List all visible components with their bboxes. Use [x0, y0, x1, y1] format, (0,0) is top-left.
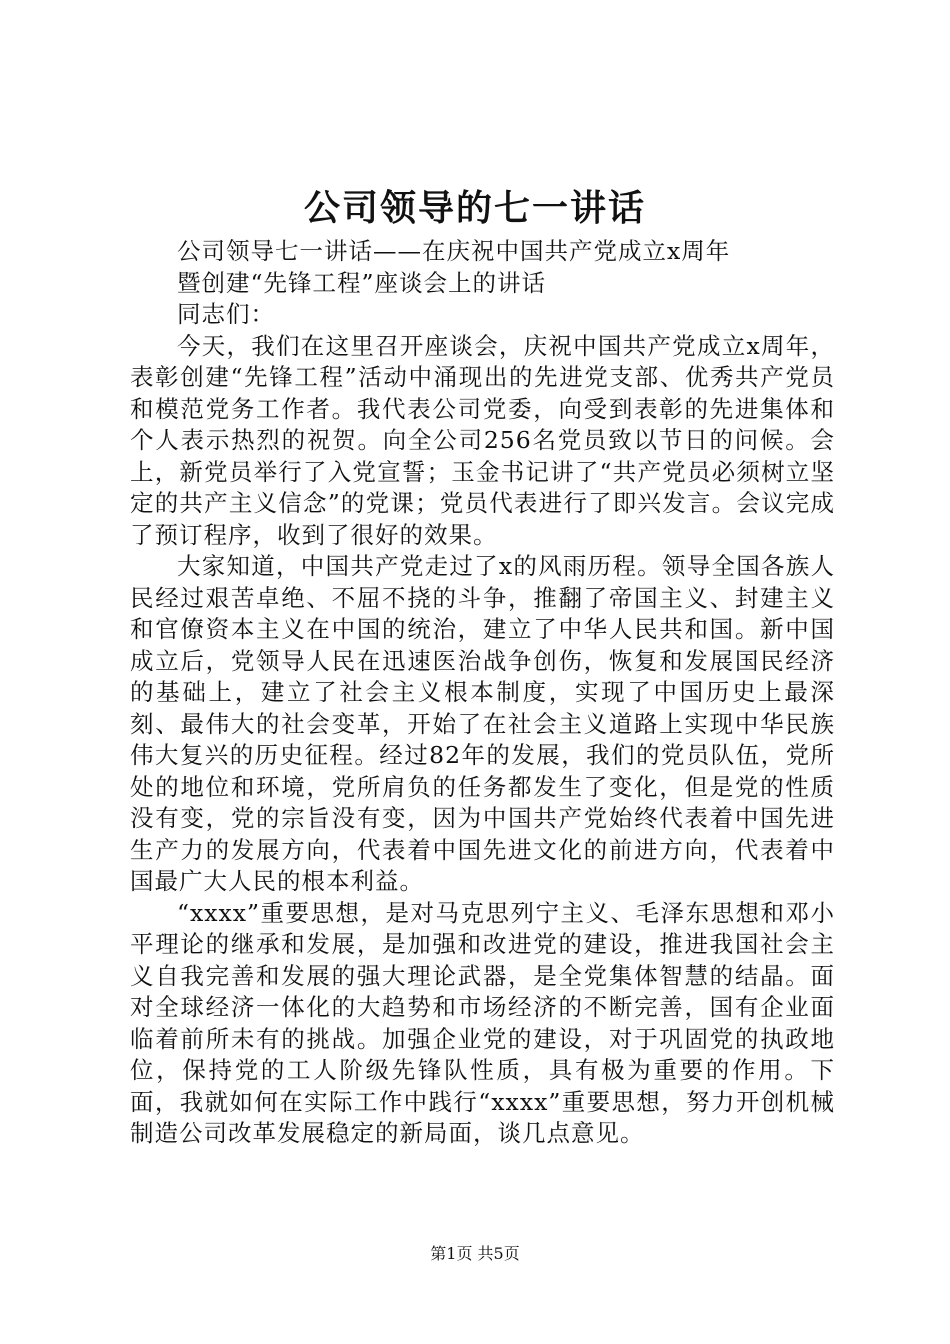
page-number-footer: 第1页 共5页	[430, 1244, 520, 1263]
subtitle-line-1: 公司领导七一讲话——在庆祝中国共产党成立x周年	[177, 237, 731, 265]
document-title: 公司领导的七一讲话	[303, 187, 646, 229]
paragraph: 大家知道，中国共产党走过了x的风雨历程。领导全国各族人民经过艰苦卓绝、不屈不挠的斗争，推翻了帝国主义、封建主义和官僚资本主义在中国的统治，建立了中华人民共和国。新中国成立后，党领导人民在迅速医治战争创伤，恢复和发展国民经济的基础上，建立了社会主义根本制度，实现了中国历史上最深刻、最伟大的社会变革，开始了在社会主义道路上实现中华民族伟大复兴的历史征程。经过82年的发展，我们的党员队伍，党所处的地位和环境，党所肩负的任务都发生了变化，但是党的性质没有变，党的宗旨没有变，因为中国共产党始终代表着中国先进生产力的发展方向，代表着中国先进文化的前进方向，代表着中国最广大人民的根本利益。	[130, 552, 835, 895]
paragraph: “xxxx”重要思想，是对马克思列宁主义、毛泽东思想和邓小平理论的继承和发展，是加强和改进党的建设，推进我国社会主义自我完善和发展的强大理论武器，是全党集体智慧的结晶。面对全球经济一体化的大趋势和市场经济的不断完善，国有企业面临着前所未有的挑战。加强企业党的建设，对于巩固党的执政地位，保持党的工人阶级先锋队性质，具有极为重要的作用。下面，我就如何在实际工作中践行“xxxx”重要思想，努力开创机械制造公司改革发展稳定的新局面，谈几点意见。	[130, 898, 835, 1147]
subtitle-line-2: 暨创建“先锋工程”座谈会上的讲话	[177, 268, 547, 297]
salutation: 同志们：	[177, 300, 275, 328]
paragraph: 今天，我们在这里召开座谈会，庆祝中国共产党成立x周年，表彰创建“先锋工程”活动中涌现出的先进党支部、优秀共产党员和模范党务工作者。我代表公司党委，向受到表彰的先进集体和个人表示热烈的祝贺。向全公司256名党员致以节日的问候。会上，新党员举行了入党宣誓；玉金书记讲了“共产党员必须树立坚定的共产主义信念”的党课；党员代表进行了即兴发言。会议完成了预订程序，收到了很好的效果。	[130, 331, 835, 549]
document-body	[130, 236, 835, 1150]
